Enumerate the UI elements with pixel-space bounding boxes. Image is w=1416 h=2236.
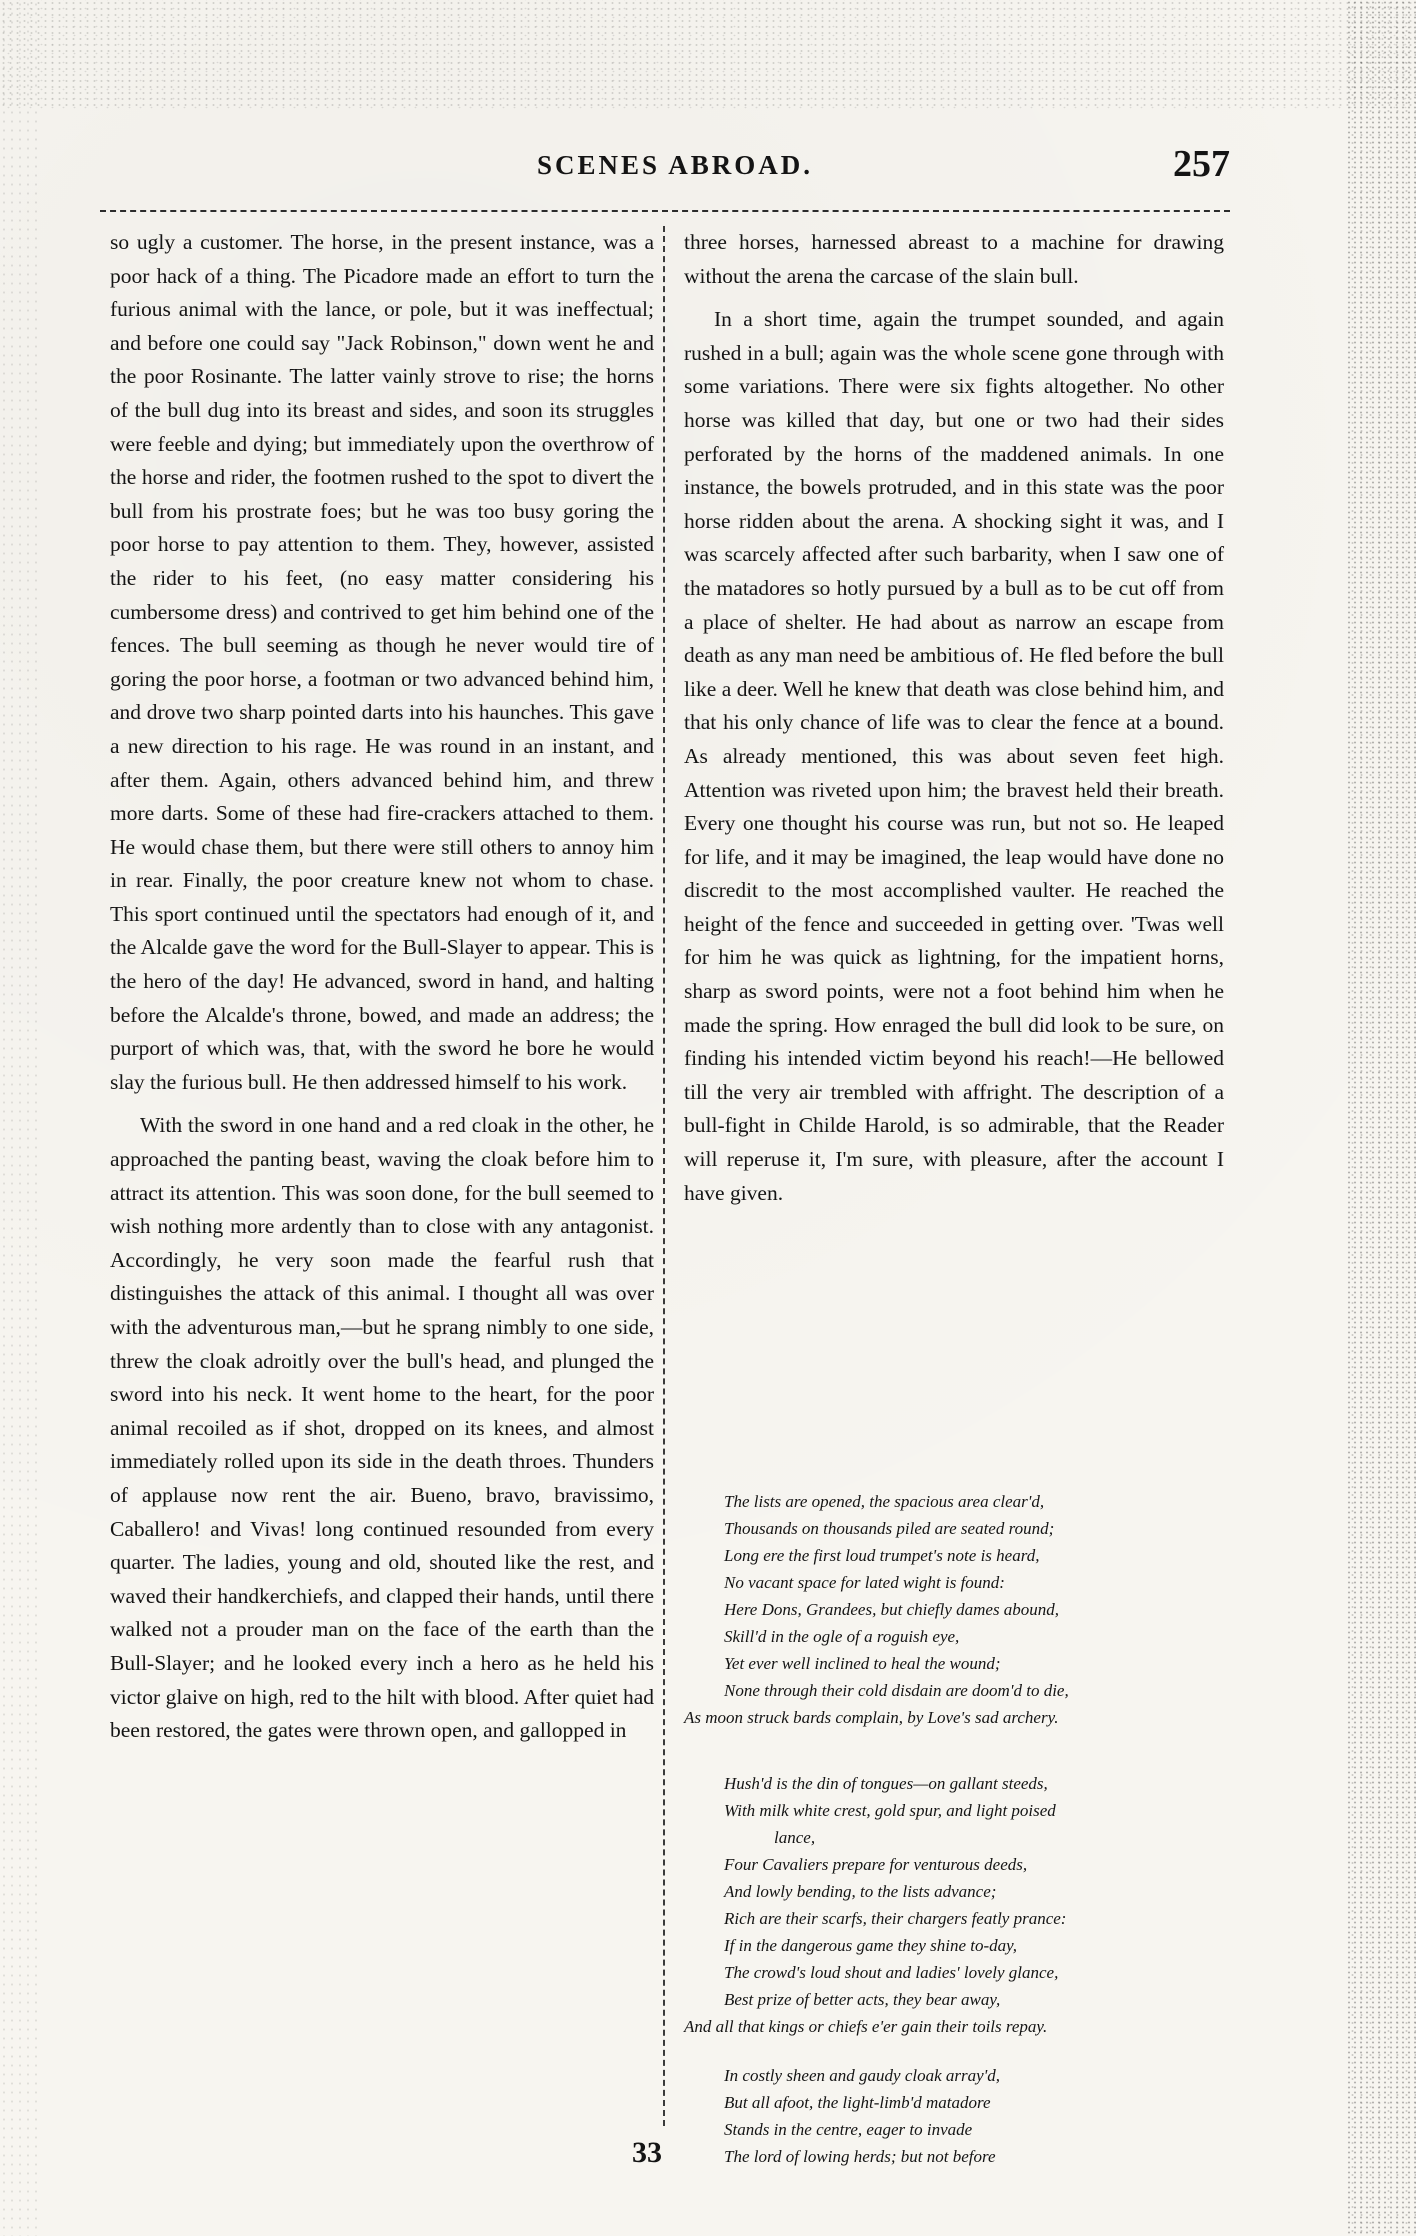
poem-line: The crowd's loud shout and ladies' lovely glance,: [724, 1963, 1059, 1982]
poem-stanza-3: [684, 2062, 1224, 2170]
paragraph: With the sword in one hand and a red cloak in the other, he approached the panting beast, waving the cloak before him to attract its attention. This was soon done, for the bull seemed to wish nothing more ardently than to close with any antagonist. Accordingly, he very soon made the fearful rush that distinguishes the attack of this animal. I thought all was over with the adventurous man,—but he sprang nimbly to one side, threw the cloak adroitly over the bull's head, and plunged the sword into his neck. It went home to the heart, for the poor animal recoiled as if shot, dropped on its knees, and almost immediately rolled upon its side in the death throes. Thunders of applause now rent the air. Bueno, bravo, bravissimo, Caballero! and Vivas! long continued resounded from every quarter. The ladies, young and old, shouted like the rest, and waved their handkerchiefs, and clapped their hands, until there walked not a prouder man on the face of the earth than the Bull-Slayer; and he looked every inch a hero as he held his victor glaive on high, red to the hilt with blood. After quiet had been restored, the gates were thrown open, and gallopped in: [110, 1113, 654, 1743]
poem-line: And lowly bending, to the lists advance;: [724, 1882, 997, 1901]
poem-line: But all afoot, the light-limb'd matadore: [724, 2093, 991, 2112]
scan-noise-left: [0, 0, 40, 2236]
scan-noise-top: [0, 0, 1416, 110]
header-rule: [100, 210, 1230, 212]
paragraph: three horses, harnessed abreast to a machine for drawing without the arena the carcase of the slain bull.: [684, 230, 1224, 288]
scan-noise-right: [1346, 0, 1416, 2236]
signature-mark: 33: [632, 2136, 662, 2169]
poem-line: Four Cavaliers prepare for venturous deeds,: [724, 1855, 1028, 1874]
poem-line: No vacant space for lated wight is found:: [724, 1573, 1005, 1592]
right-column: [684, 226, 1224, 1210]
poem-line: The lists are opened, the spacious area clear'd,: [724, 1492, 1045, 1511]
left-column: [110, 226, 654, 1748]
paragraph: In a short time, again the trumpet sounded, and again rushed in a bull; again was the whole scene gone through with some variations. There were six fights altogether. No other horse was killed that day, but one or two had their sides perforated by the horns of the maddened animals. In one instance, the bowels protruded, and in this state was the poor horse ridden about the arena. A shocking sight it was, and I was scarcely affected after such barbarity, when I saw one of the matadores so hotly pursued by a bull as to be cut off from a place of shelter. He had about as narrow an escape from death as any man need be ambitious of. He fled before the bull like a deer. Well he knew that death was close behind him, and that his only chance of life was to clear the fence at a bound. As already mentioned, this was about seven feet high. Attention was riveted upon him; the bravest held their breath. Every one thought his course was run, but not so. He leaped for life, and it may be imagined, the leap would have done no discredit to the most accomplished vaulter. He reached the height of the fence and succeeded in getting over. 'Twas well for him he was quick as lightning, for the impatient horns, sharp as sword points, were not a foot behind him when he made the spring. How enraged the bull did look to be sure, on finding his intended victim beyond his reach!—He bellowed till the very air trembled with affright. The description of a bull-fight in Childe Harold, is so admirable, that the Reader will reperuse it, I'm sure, with pleasure, after the account I have given.: [684, 307, 1224, 1205]
poem-line: Long ere the first loud trumpet's note is heard,: [724, 1546, 1040, 1565]
page-header: [100, 143, 1230, 198]
poem-line: Hush'd is the din of tongues—on gallant steeds,: [724, 1774, 1048, 1793]
column-divider: [663, 226, 665, 2126]
paragraph: so ugly a customer. The horse, in the present instance, was a poor hack of a thing. The Picadore made an effort to turn the furious animal with the lance, or pole, but it was ineffectual; and before one could say "Jack Robinson," down went he and the poor Rosinante. The latter vainly strove to rise; the horns of the bull dug into its breast and sides, and soon its struggles were feeble and dying; but immediately upon the overthrow of the horse and rider, the footmen rushed to the spot to divert the bull from his prostrate foes; but he was too busy goring the poor horse to pay attention to them. They, however, assisted the rider to his feet, (no easy matter considering his cumbersome dress) and contrived to get him behind one of the fences. The bull seeming as though he never would tire of goring the poor horse, a footman or two advanced behind him, and drove two sharp pointed darts into his haunches. This gave a new direction to his rage. He was round in an instant, and after them. Again, others advanced behind him, and threw more darts. Some of these had fire-crackers attached to them. He would chase them, but there were still others to annoy him in rear. Finally, the poor creature knew not whom to chase. This sport continued until the spectators had enough of it, and the Alcalde gave the word for the Bull-Slayer to appear. This is the hero of the day! He advanced, sword in hand, and halting before the Alcalde's throne, bowed, and made an address; the purport of which was, that, with the sword he bore he would slay the furious bull. He then addressed himself to his work.: [110, 230, 654, 1094]
poem-line: Best prize of better acts, they bear away,: [724, 1990, 1001, 2009]
poem-line: Stands in the centre, eager to invade: [724, 2120, 973, 2139]
running-title: SCENES ABROAD.: [536, 150, 814, 180]
poem-stanza-2: [684, 1770, 1224, 2040]
poem-line: lance,: [774, 1828, 816, 1847]
poem-line: Here Dons, Grandees, but chiefly dames abound,: [724, 1600, 1060, 1619]
poem-line: Skill'd in the ogle of a roguish eye,: [724, 1627, 960, 1646]
page-number: 257: [1173, 143, 1230, 185]
poem-stanza-1: [684, 1488, 1224, 1731]
poem-line: As moon struck bards complain, by Love's sad archery.: [684, 1708, 1059, 1727]
poem-line: Thousands on thousands piled are seated round;: [724, 1519, 1055, 1538]
poem-line: With milk white crest, gold spur, and light poised: [724, 1801, 1056, 1820]
poem-line: If in the dangerous game they shine to-day,: [724, 1936, 1018, 1955]
poem-line: In costly sheen and gaudy cloak array'd,: [724, 2066, 1001, 2085]
poem-line: The lord of lowing herds; but not before: [724, 2147, 996, 2166]
poem-line: Rich are their scarfs, their chargers featly prance:: [724, 1909, 1067, 1928]
poem-line: And all that kings or chiefs e'er gain their toils repay.: [684, 2017, 1048, 2036]
poem-line: Yet ever well inclined to heal the wound;: [724, 1654, 1001, 1673]
poem-line: None through their cold disdain are doom'd to die,: [724, 1681, 1069, 1700]
